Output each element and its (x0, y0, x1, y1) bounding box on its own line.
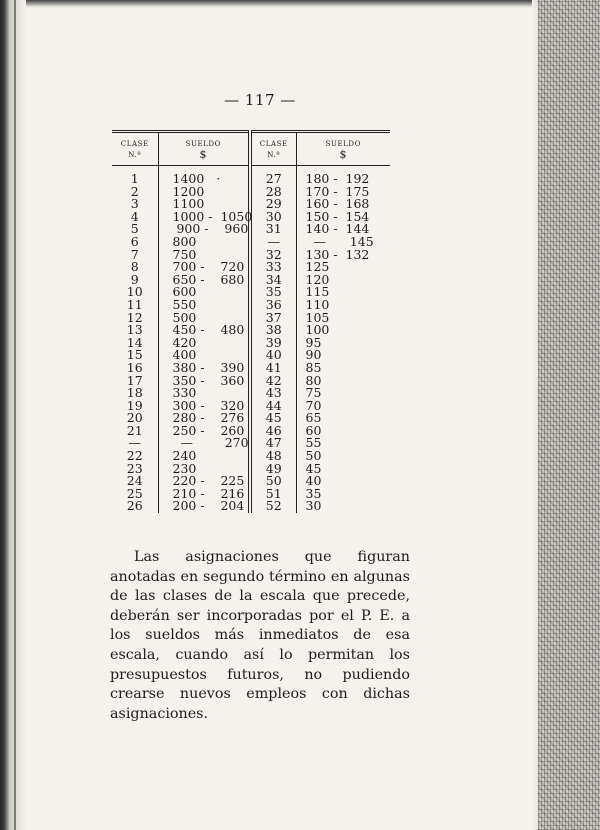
scan-left-edge (0, 0, 26, 830)
clase-right-cell: 34 (250, 274, 296, 287)
clase-left-cell: 10 (112, 286, 158, 299)
header-clase-left-sub: N.º (128, 151, 142, 159)
clase-left-cell: 11 (112, 299, 158, 312)
sueldo-right-cell: 30 (305, 498, 322, 514)
table-header-row (112, 132, 390, 166)
sueldo-right-cell: 90 (305, 347, 322, 363)
sueldo-left-cell: 240 (158, 450, 250, 463)
clase-left-cell: 19 (112, 400, 158, 413)
header-clase-left-label: CLASE (120, 140, 149, 148)
scan-binding-line (14, 0, 16, 830)
header-sueldo-left-label: SUELDO (185, 140, 221, 148)
clase-right-cell: 30 (250, 211, 296, 224)
sueldo-left-cell: 500 (158, 312, 250, 325)
table-row (112, 437, 390, 450)
scan-top-edge (0, 0, 600, 8)
clase-right-cell: 37 (250, 312, 296, 325)
table-row (112, 375, 390, 388)
sueldo-right-cell: 70 (305, 397, 322, 413)
clase-left-cell: 26 (112, 500, 158, 513)
sueldo-right-cell: — 145 (305, 233, 374, 249)
table-row (112, 349, 390, 362)
sueldo-left-cell: 1400 · (158, 166, 250, 186)
table-row (112, 475, 390, 488)
sueldo-left-cell: 600 (158, 286, 250, 299)
header-sueldo-left (158, 132, 250, 166)
clase-left-cell: 7 (112, 249, 158, 262)
sueldo-left-cell: 700 - 720 (158, 261, 250, 274)
clase-left-cell: 18 (112, 387, 158, 400)
table-body (112, 166, 390, 514)
clase-right-cell: 41 (250, 362, 296, 375)
clase-right-cell: 45 (250, 412, 296, 425)
sueldo-left-cell: 420 (158, 337, 250, 350)
sueldo-right-cell: 105 (305, 309, 330, 325)
header-sueldo-right-label: SUELDO (325, 140, 361, 148)
clase-left-cell: — (112, 437, 158, 450)
table-row (112, 312, 390, 325)
table-row (112, 450, 390, 463)
sueldo-left-cell: 750 (158, 249, 250, 262)
sueldo-left-cell: 210 - 216 (158, 488, 250, 501)
clase-right-cell: 35 (250, 286, 296, 299)
header-clase-right (250, 132, 296, 166)
clase-right-cell: 31 (250, 223, 296, 236)
sueldo-right-cell: 45 (305, 460, 322, 476)
clase-left-cell: 12 (112, 312, 158, 325)
clase-left-cell: 13 (112, 324, 158, 337)
clase-right-cell: 49 (250, 463, 296, 476)
clase-right-cell: 44 (250, 400, 296, 413)
sueldo-right-cell: 80 (305, 372, 322, 388)
clase-left-cell: 8 (112, 261, 158, 274)
table-row (112, 299, 390, 312)
clase-right-cell: 27 (250, 166, 296, 186)
sueldo-left-cell: 350 - 360 (158, 375, 250, 388)
sueldo-right-cell: 160 - 168 (305, 196, 370, 212)
table-row (112, 500, 390, 513)
header-sueldo-right-sub: $ (339, 148, 348, 161)
clase-left-cell: 24 (112, 475, 158, 488)
table-row (112, 425, 390, 438)
sueldo-right-cell: 125 (305, 259, 330, 275)
sueldo-right-cell: 100 (305, 322, 330, 338)
clase-right-cell: 43 (250, 387, 296, 400)
sueldo-right-cell: 50 (305, 448, 322, 464)
page-number: — 117 — (224, 91, 296, 109)
sueldo-right-cell: 95 (305, 334, 322, 350)
table-row (112, 387, 390, 400)
sueldo-right-cell: 40 (305, 473, 322, 489)
sueldo-left-cell: 300 - 320 (158, 400, 250, 413)
sueldo-left-cell: — 270 (158, 437, 250, 450)
sueldo-right-cell: 60 (305, 422, 322, 438)
clase-right-cell: 52 (250, 500, 296, 513)
clase-left-cell: 23 (112, 463, 158, 476)
clase-right-cell: 46 (250, 425, 296, 438)
table-row (112, 400, 390, 413)
sueldo-left-cell: 650 - 680 (158, 274, 250, 287)
sueldo-left-cell: 380 - 390 (158, 362, 250, 375)
sueldo-left-cell: 450 - 480 (158, 324, 250, 337)
clase-left-cell: 20 (112, 412, 158, 425)
table-row (112, 261, 390, 274)
sueldo-left-cell: 900 - 960 (158, 223, 250, 236)
clase-left-cell: 1 (112, 166, 158, 186)
sueldo-left-cell: 400 (158, 349, 250, 362)
sueldo-right-cell: 180 - 192 (305, 171, 370, 186)
clase-right-cell: 50 (250, 475, 296, 488)
sueldo-right-cell: 150 - 154 (305, 208, 370, 224)
sueldo-left-cell: 220 - 225 (158, 475, 250, 488)
clase-right-cell: 29 (250, 198, 296, 211)
sueldo-right-cell: 115 (305, 284, 330, 300)
table-row (112, 249, 390, 262)
clase-right-cell: 28 (250, 186, 296, 199)
sueldo-left-cell: 1100 (158, 198, 250, 211)
clase-left-cell: 15 (112, 349, 158, 362)
header-clase-left (112, 132, 158, 166)
salary-scale-table (112, 130, 390, 513)
sueldo-left-cell: 550 (158, 299, 250, 312)
sueldo-right-cell: 55 (305, 435, 322, 451)
sueldo-left-cell: 280 - 276 (158, 412, 250, 425)
clase-left-cell: 3 (112, 198, 158, 211)
clase-right-cell: 32 (250, 249, 296, 262)
table-row (112, 274, 390, 287)
clase-left-cell: 2 (112, 186, 158, 199)
sueldo-left-cell: 1200 (158, 186, 250, 199)
sueldo-left-cell: 200 - 204 (158, 500, 250, 513)
sueldo-right-cell: 110 (305, 296, 330, 312)
body-paragraph: Las asignaciones que figuran anotadas en segundo término en algunas de las clases de la escala que precede, deberán ser incorporadas por el P. E. a los sueldos más inmediatos de esa escala, cuando así lo permitan los presupuestos futuros, no pudiendo crearse nuevos empleos con dichas asignaciones. (110, 549, 410, 722)
clase-left-cell: 14 (112, 337, 158, 350)
table-row (112, 362, 390, 375)
clase-left-cell: 16 (112, 362, 158, 375)
clase-right-cell: 47 (250, 437, 296, 450)
table-row (112, 286, 390, 299)
header-clase-right-sub: N.º (267, 151, 281, 159)
clase-right-cell: 39 (250, 337, 296, 350)
table-row (112, 463, 390, 476)
sueldo-left-cell: 250 - 260 (158, 425, 250, 438)
sueldo-right-cell: 35 (305, 485, 322, 501)
table-row (112, 337, 390, 350)
clase-left-cell: 22 (112, 450, 158, 463)
header-clase-right-label: CLASE (259, 140, 288, 148)
sueldo-right-cell: 65 (305, 410, 322, 426)
clase-right-cell: 38 (250, 324, 296, 337)
table-row (112, 412, 390, 425)
sueldo-right-cell: 85 (305, 359, 322, 375)
sueldo-right-cell: 130 - 132 (305, 246, 370, 262)
sueldo-left-cell: 1000 - 1050 (158, 211, 250, 224)
table-row (112, 488, 390, 501)
clase-left-cell: 25 (112, 488, 158, 501)
clase-right-cell: 40 (250, 349, 296, 362)
table-row (112, 166, 390, 186)
clase-left-cell: 5 (112, 223, 158, 236)
sueldo-right-cell: 75 (305, 385, 322, 401)
clase-left-cell: 4 (112, 211, 158, 224)
clase-left-cell: 9 (112, 274, 158, 287)
header-sueldo-left-sub: $ (199, 148, 208, 161)
clase-right-cell: — (250, 236, 296, 249)
sueldo-right-cell: 170 - 175 (305, 183, 370, 199)
sueldo-left-cell: 800 (158, 236, 250, 249)
clase-left-cell: 6 (112, 236, 158, 249)
scan-right-edge (538, 0, 600, 830)
sueldo-right-cell: 120 (305, 271, 330, 287)
header-sueldo-right (296, 132, 390, 166)
sueldo-left-cell: 230 (158, 463, 250, 476)
table-row (112, 324, 390, 337)
clase-right-cell: 51 (250, 488, 296, 501)
clase-right-cell: 42 (250, 375, 296, 388)
clase-right-cell: 36 (250, 299, 296, 312)
clase-right-cell: 48 (250, 450, 296, 463)
clase-right-cell: 33 (250, 261, 296, 274)
clase-left-cell: 17 (112, 375, 158, 388)
sueldo-left-cell: 330 (158, 387, 250, 400)
sueldo-right-cell: 140 - 144 (305, 221, 370, 237)
clase-left-cell: 21 (112, 425, 158, 438)
